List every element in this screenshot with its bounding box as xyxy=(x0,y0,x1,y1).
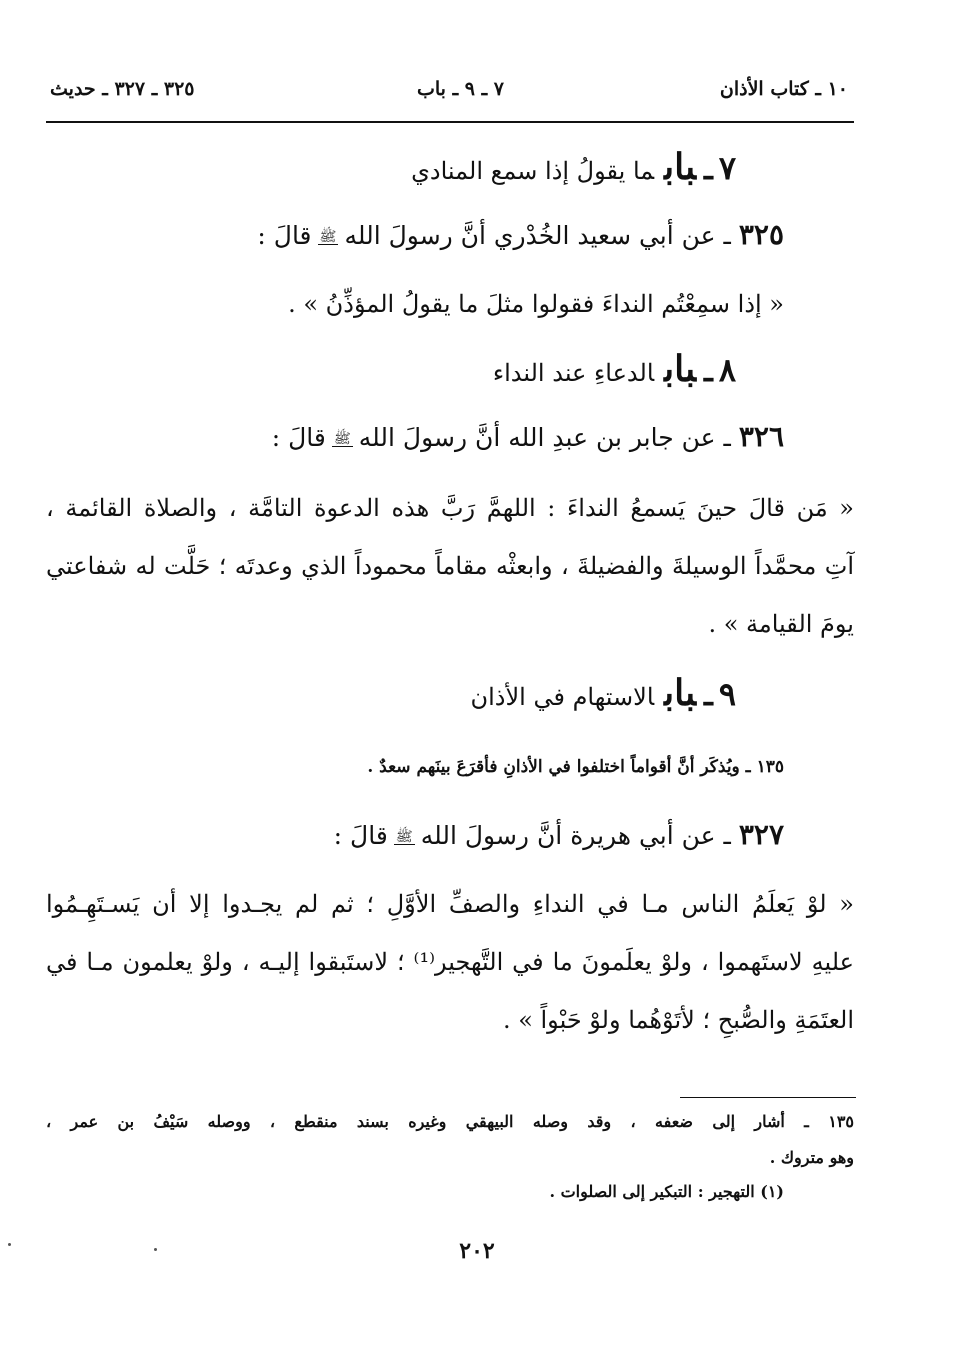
chapter-heading-7 xyxy=(411,146,736,188)
hadith-327-intro xyxy=(334,818,784,851)
hadith-327-line: العتَمَةِ والصُّبحِ ؛ لأتَوْهُما ولوْ حَبْواً » . xyxy=(502,1006,854,1034)
chapter-number: ٨ xyxy=(718,351,736,389)
hadith-327-line: « لوْ يَعلَمُ الناس مـا في النداءِ والصفِّ الأوَّلِ ؛ ثم لم يجـدوا إلا أن يَسـتَهِـمُوا xyxy=(46,890,854,918)
chapter-number: ٩ xyxy=(718,675,736,713)
hadith-qala: قالَ : xyxy=(271,423,326,452)
chapter-bab-label: باب xyxy=(664,146,697,188)
running-header xyxy=(46,74,854,106)
footnote-1: (١) التهجير : التبكير إلى الصلوات . xyxy=(549,1182,784,1201)
chapter-heading-9 xyxy=(471,672,737,714)
hadith-327-line: عليهِ لاستَهموا ، ولوْ يعلَمونَ ما في التَّهجير⁽¹⁾ ؛ لاستَبقوا إليـه ، ولوْ يعلمون مـا في xyxy=(46,948,854,976)
chapter-bab-label: باب xyxy=(664,348,697,390)
athar-135: ١٣٥ ـ ويُذكَر أنَّ أقواماً اختلفوا في الأذانِ فأقرَعَ بينَهم سعدٌ . xyxy=(367,757,784,777)
hadith-number: ٣٢٥ xyxy=(738,218,784,251)
footnote-135-line: ١٣٥ ـ أشار إلى ضعفه ، وقد وصله البيهقي وغيره بسند منقطع ، ووصله سَيْفُ بن عمر ، xyxy=(46,1112,854,1131)
chapter-title: الاستهام في الأذان xyxy=(470,683,655,711)
hadith-qala: قالَ : xyxy=(333,821,388,850)
hadith-326-line: « مَن قالَ حينَ يَسمعُ النداءَ : اللهمَّ رَبَّ هذه الدعوة التامَّة ، والصلاة القائمة ، xyxy=(46,494,854,522)
scan-speck xyxy=(8,1243,11,1246)
hadith-325-intro xyxy=(257,218,784,251)
hadith-isnad: ـ عن أبي هريرة أنَّ رسولَ الله xyxy=(420,821,731,850)
chapter-dash: ـ xyxy=(704,678,713,713)
header-divider xyxy=(46,121,854,123)
footnote-divider xyxy=(680,1097,856,1098)
hadith-qala: قالَ : xyxy=(257,221,312,250)
header-chapter-range: ٧ ـ ٩ ـ باب xyxy=(417,78,504,100)
salawat-glyph: ﷺ xyxy=(333,431,351,447)
hadith-326-line: يومَ القيامة » . xyxy=(708,610,854,638)
scan-speck xyxy=(154,1248,157,1251)
hadith-325-text: « إذا سمِعْتُم النداءَ فقولوا مثلَ ما يقولُ المؤذِّنُ » . xyxy=(288,290,784,318)
page-number: ٢٠٢ xyxy=(459,1238,495,1264)
hadith-number: ٣٢٦ xyxy=(738,420,784,453)
hadith-isnad: ـ عن جابر بن عبدِ الله أنَّ رسولَ الله xyxy=(358,423,731,452)
chapter-title: ما يقولُ إذا سمع المنادي xyxy=(411,157,655,185)
header-book-title: ١٠ ـ كتاب الأذان xyxy=(719,78,848,100)
chapter-dash: ـ xyxy=(704,152,713,187)
hadith-326-intro xyxy=(272,420,784,453)
chapter-title: الدعاءِ عند النداء xyxy=(492,359,655,387)
chapter-dash: ـ xyxy=(704,354,713,389)
salawat-glyph: ﷺ xyxy=(319,229,337,245)
salawat-glyph: ﷺ xyxy=(395,829,413,845)
chapter-number: ٧ xyxy=(718,149,736,187)
hadith-number: ٣٢٧ xyxy=(738,818,784,851)
header-hadith-range: ٣٢٥ ـ ٣٢٧ ـ حديث xyxy=(50,78,195,100)
chapter-bab-label: باب xyxy=(664,672,697,714)
footnote-135-line: وهو متروك . xyxy=(769,1148,854,1167)
chapter-heading-8 xyxy=(493,348,736,390)
hadith-326-line: آتِ محمَّداً الوسيلةَ والفضيلةَ ، وابعثْه مقاماً محموداً الذي وعدتَه ؛ حَلَّت له شفاعتي xyxy=(46,552,854,580)
hadith-isnad: ـ عن أبي سعيد الخُدْري أنَّ رسولَ الله xyxy=(344,221,731,250)
